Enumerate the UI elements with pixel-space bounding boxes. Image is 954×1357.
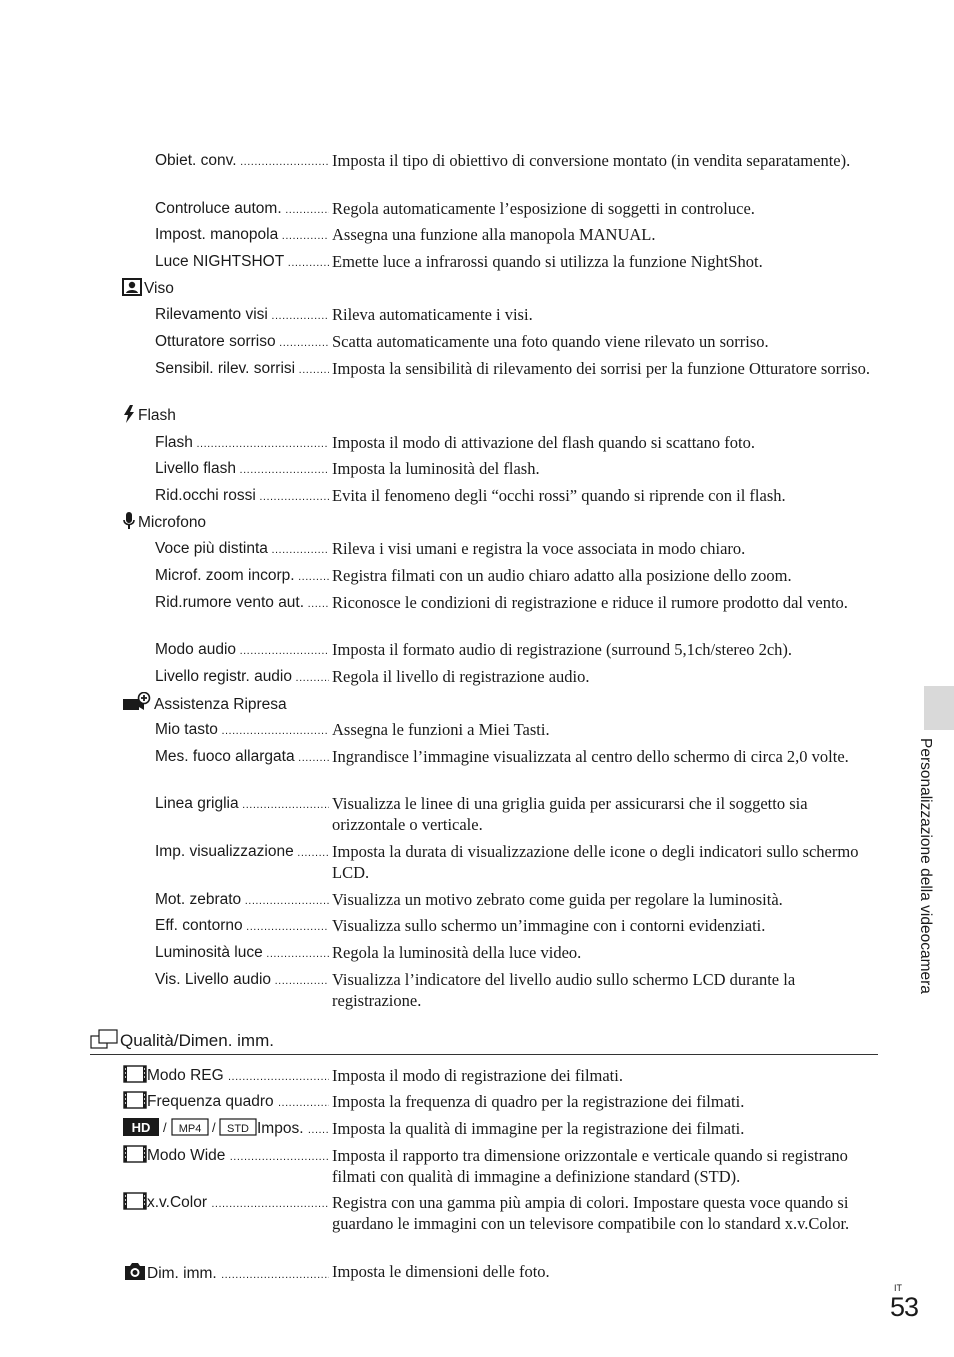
description: Assegna le funzioni a Miei Tasti. [332,720,550,739]
section-title [90,1029,274,1055]
term: Otturatore sorriso ..... [155,331,329,354]
term: Microf. zoom incorp. ..... [155,565,329,588]
movie-icon [123,1192,147,1216]
svg-text:HD: HD [131,1120,151,1135]
description: Registra filmati con un audio chiaro adatto alla posizione dello zoom. [332,566,792,585]
term: Modo Wide ..... [123,1145,329,1169]
description: Assegna una funzione alla manopola MANUAL. [332,225,656,244]
category-microfono [122,512,206,536]
term: Luce NIGHTSHOT ..... [155,251,329,274]
description: Imposta la frequenza di quadro per la registrazione dei filmati. [332,1092,745,1111]
svg-text:MP4: MP4 [178,1123,202,1135]
description: Imposta il modo di registrazione dei filmati. [332,1066,623,1085]
language-code: IT [894,1283,902,1293]
description: Imposta le dimensioni delle foto. [332,1262,550,1281]
term: Imp. visualizzazione ..... [155,841,329,864]
description: Imposta la qualità di immagine per la registrazione dei filmati. [332,1119,745,1138]
flash-icon [122,405,136,429]
description: Regola automaticamente l’esposizione di soggetti in controluce. [332,199,755,218]
term: Controluce autom. ..... [155,198,329,221]
term: Mes. fuoco allargata ..... [155,746,329,769]
section-title-text: Qualità/Dimen. imm. [120,1031,274,1050]
term: Frequenza quadro ..... [123,1091,329,1115]
svg-text:/: / [212,1120,216,1135]
shooting-assist-icon [122,692,152,718]
term: Rilevamento visi ..... [155,304,329,327]
description: Ingrandisce l’immagine visualizzata al centro dello schermo di circa 2,0 volte. [332,747,849,766]
term: Luminosità luce ..... [155,942,329,965]
term: Eff. contorno ..... [155,915,329,938]
side-tab-marker [924,686,954,730]
hd-mp4-std-icons [123,1118,257,1142]
description: Visualizza sullo schermo un’immagine con i contorni evidenziati. [332,916,766,935]
term: Obiet. conv. ..... [155,150,329,173]
term: Flash ..... [155,432,329,455]
description: Imposta la sensibilità di rilevamento dei sorrisi per la funzione Otturatore sorriso. [332,359,870,378]
term: Vis. Livello audio ..... [155,969,329,992]
term: Mot. zebrato ..... [155,889,329,912]
description: Regola la luminosità della luce video. [332,943,582,962]
face-icon [122,278,142,302]
page-number: 53 [890,1292,919,1322]
camera-icon [123,1261,147,1287]
description: Rileva i visi umani e registra la voce associata in modo chiaro. [332,539,746,558]
description: Imposta il modo di attivazione del flash quando si scattano foto. [332,433,755,452]
term: Rid.occhi rossi ..... [155,485,329,508]
term: Impost. manopola ..... [155,224,329,247]
description: Riconosce le condizioni di registrazione e riduce il rumore prodotto dal vento. [332,593,848,612]
term: Mio tasto ..... [155,719,329,742]
term: Modo REG ..... [123,1065,329,1089]
microphone-icon [122,512,136,536]
term: Livello flash ..... [155,458,329,481]
description: Scatta automaticamente una foto quando viene rilevato un sorriso. [332,332,769,351]
term: Voce più distinta ..... [155,538,329,561]
svg-text:STD: STD [227,1123,249,1135]
category-title: Viso [144,280,174,297]
description: Visualizza un motivo zebrato come guida per regolare la luminosità. [332,890,783,909]
movie-icon [123,1091,147,1115]
description: Emette luce a infrarossi quando si utilizza la funzione NightShot. [332,252,763,271]
category-title: Flash [138,407,176,424]
term: Rid.rumore vento aut. ..... [155,592,329,615]
movie-icon [123,1065,147,1089]
svg-text:/: / [163,1120,167,1135]
term: Sensibil. rilev. sorrisi ..... [155,358,329,381]
term: x.v.Color ..... [123,1192,329,1216]
side-chapter-label: Personalizzazione della videocamera [917,738,934,994]
term: Modo audio ..... [155,639,329,662]
term: Dim. imm. ..... [123,1261,329,1287]
description: Evita il fenomeno degli “occhi rossi” quando si riprende con il flash. [332,486,786,505]
category-title: Microfono [138,514,207,531]
category-title: Assistenza Ripresa [154,696,287,713]
category-flash [122,405,176,429]
section-divider [90,1054,878,1055]
category-assistenza [122,692,287,718]
term: HD / MP4 / STD Impos. ..... [123,1118,329,1142]
description: Visualizza l’indicatore del livello audio sullo schermo LCD durante la registrazione. [332,970,796,1010]
category-viso [122,278,174,302]
description: Imposta il tipo di obiettivo di conversione montato (in vendita separatamente). [332,151,851,170]
movie-icon [123,1145,147,1169]
term: Linea griglia ..... [155,793,329,816]
description: Rileva automaticamente i visi. [332,305,533,324]
description: Registra con una gamma più ampia di colori. Impostare questa voce quando si guardano le immagini con un televisore compatibile con lo standard x.v.Color. [332,1193,850,1233]
description: Imposta il formato audio di registrazione (surround 5,1ch/stereo 2ch). [332,640,793,659]
description: Imposta la durata di visualizzazione delle icone o degli indicatori sullo schermo LCD. [332,842,859,882]
description: Imposta il rapporto tra dimensione orizzontale e verticale quando si registrano filmati con qualità di immagine a definizione standard (STD). [332,1146,848,1186]
description: Regola il livello di registrazione audio. [332,667,590,686]
image-size-icon [90,1029,120,1055]
description: Visualizza le linee di una griglia guida per assicurarsi che il soggetto sia orizzontale o verticale. [332,794,808,834]
term: Livello registr. audio ..... [155,666,329,689]
description: Imposta la luminosità del flash. [332,459,540,478]
